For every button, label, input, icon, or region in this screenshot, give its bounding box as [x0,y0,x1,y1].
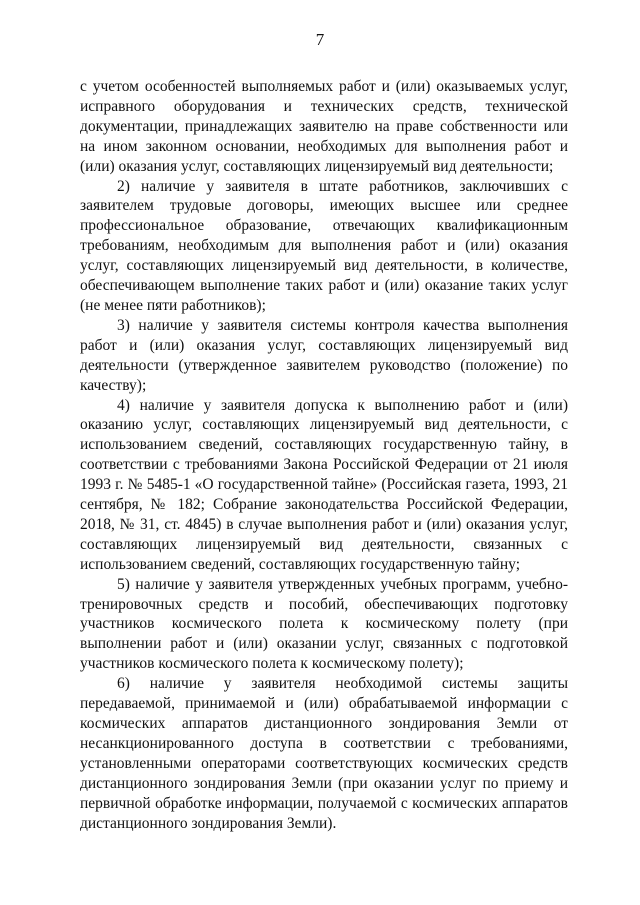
paragraph-item-6: 6) наличие у заявителя необходимой системы защиты передаваемой, принимаемой и (или) обрабатываемой информации с космических аппаратов дистанционного зондирования Земли от несанкционированного доступа в соответствии с требованиями, установленными операторами соответствующих космических средств дистанционного зондирования Земли (при оказании услуг по приему и первичной обработке информации, получаемой с космических аппаратов дистанционного зондирования Земли). [80,675,568,832]
page-number: 7 [315,30,325,49]
paragraph-item-4: 4) наличие у заявителя допуска к выполнению работ и (или) оказанию услуг, составляющих лицензируемый вид деятельности, с использованием сведений, составляющих государственную тайну, в соответствии с требованиями Закона Российской Федерации от 21 июля 1993 г. № 5485-1 «О государственной тайне» (Российская газета, 1993, 21 сентября, № 182; Собрание законодательства Российской Федерации, 2018, № 31, ст. 4845) в случае выполнения работ и (или) оказания услуг, составляющих лицензируемый вид деятельности, связанных с использованием сведений, составляющих государственную тайну; [80,396,568,573]
document-body [80,77,568,833]
paragraph-continuation: с учетом особенностей выполняемых работ и (или) оказываемых услуг, исправного оборудования и технических средств, технической документации, принадлежащих заявителю на праве собственности или на ином законном основании, необходимых для выполнения работ и (или) оказания услуг, составляющих лицензируемый вид деятельности; [80,78,568,175]
paragraph-item-3: 3) наличие у заявителя системы контроля качества выполнения работ и (или) оказания услуг, составляющих лицензируемый вид деятельности (утвержденное заявителем руководство (положение) по качеству); [80,316,568,394]
paragraph-item-2: 2) наличие у заявителя в штате работников, заключивших с заявителем трудовые договоры, имеющих высшее или среднее профессиональное образование, отвечающих квалификационным требованиям, необходимым для выполнения работ и (или) оказания услуг, составляющих лицензируемый вид деятельности, в количестве, обеспечивающем выполнение таких работ и (или) оказание таких услуг (не менее пяти работников); [80,177,568,314]
paragraph-item-5: 5) наличие у заявителя утвержденных учебных программ, учебно-тренировочных средств и пособий, обеспечивающих подготовку участников космического полета к космическому полету (при выполнении работ и (или) оказании услуг, связанных с подготовкой участников космического полета к космическому полету); [80,575,568,673]
